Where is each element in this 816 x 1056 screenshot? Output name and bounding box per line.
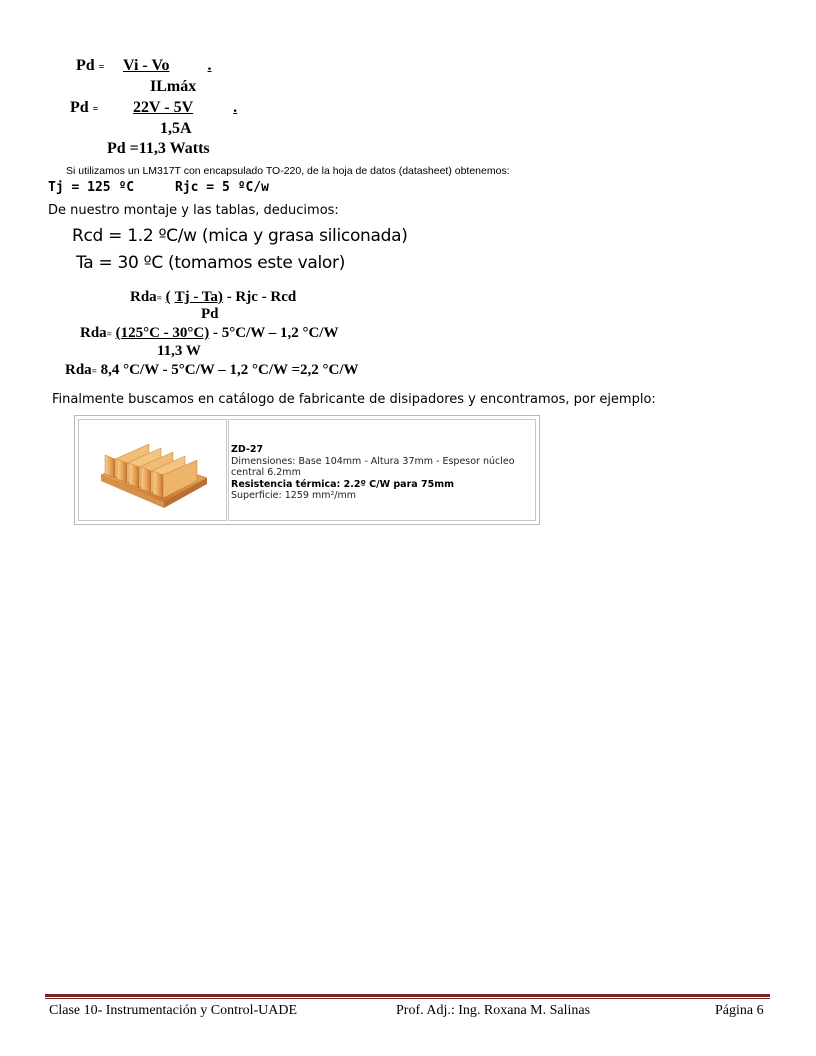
eq5-rest: - 5°C/W – 1,2 °C/W [209,325,339,341]
rcd-line: Rcd = 1.2 ºC/w (mica y grasa siliconada) [72,226,408,246]
eq6-rest: 8,4 °C/W - 5°C/W – 1,2 °C/W =2,2 °C/W [100,362,359,378]
catalog-surface: Superficie: 1259 mm²/mm [231,490,356,501]
catalog-resistance: Resistencia térmica: 2.2º C/W para 75mm [231,478,455,490]
eq1-eq-sign: = [98,62,105,73]
rjc-value: Rjc = 5 ºC/w [175,180,269,195]
eq5-eq-sign: = [106,329,112,339]
eq2-numerator: 22V - 5V [133,99,194,116]
catalog-model: ZD-27 [231,444,264,455]
eq1 [76,57,104,75]
deduce-line: De nuestro montaje y las tablas, deducimos: [48,203,339,218]
footer-rule-thick [45,994,770,997]
eq1-num-dot: . [207,57,212,74]
eq1-numerator: Vi - Vo [123,57,170,74]
eq4-rest: - Rjc - Rcd [222,289,297,305]
footer-center: Prof. Adj.: Ing. Roxana M. Salinas [396,1003,591,1018]
eq4 [130,289,296,306]
eq3-result: Pd =11,3 Watts [107,140,210,157]
footer-left: Clase 10- Instrumentación y Control-UADE [49,1003,298,1018]
eq6-eq-sign: = [91,366,97,376]
eq2 [70,99,98,117]
eq5-numerator: (125°C - 30°C) [115,325,210,341]
heatsink-image-cell [78,419,227,521]
ta-line: Ta = 30 ºC (tomamos este valor) [76,253,346,273]
catalog-dimensions: Dimensiones: Base 104mm - Altura 37mm - Espesor núcleo central 6.2mm [231,455,515,478]
eq2-num-dot: . [233,99,238,116]
finally-line: Finalmente buscamos en catálogo de fabricante de disipadores y encontramos, por ejemplo: [52,392,656,407]
eq1-denominator: ILmáx [150,78,197,95]
heatsink-image [79,420,226,520]
eq2-denominator: 1,5A [160,120,192,137]
intro-line: Si utilizamos un LM317T con encapsulado TO-220, de la hoja de datos (datasheet) obtenemos: [66,165,510,177]
eq4-eq-sign: = [156,293,162,303]
eq1-lhs: Pd [76,57,95,74]
catalog-description [228,419,536,521]
eq4-denominator: Pd [201,306,219,322]
eq2-numerator-row [98,99,258,117]
eq2-eq-sign: = [92,104,99,115]
eq1-numerator-row [105,57,253,75]
tj-value: Tj = 125 ºC [48,180,135,195]
eq6 [65,362,359,379]
eq6-lhs: Rda [65,362,92,378]
eq2-lhs: Pd [70,99,89,116]
eq5 [80,325,338,342]
eq5-denominator: 11,3 W [157,343,201,359]
footer-rule-thin [45,998,770,999]
eq4-open: ( [165,289,171,305]
catalog-table [74,415,540,525]
eq4-lhs: Rda [130,289,157,305]
eq5-lhs: Rda [80,325,107,341]
footer-page-number: Página 6 [715,1003,764,1018]
eq4-numerator: Tj - Ta) [174,289,223,305]
